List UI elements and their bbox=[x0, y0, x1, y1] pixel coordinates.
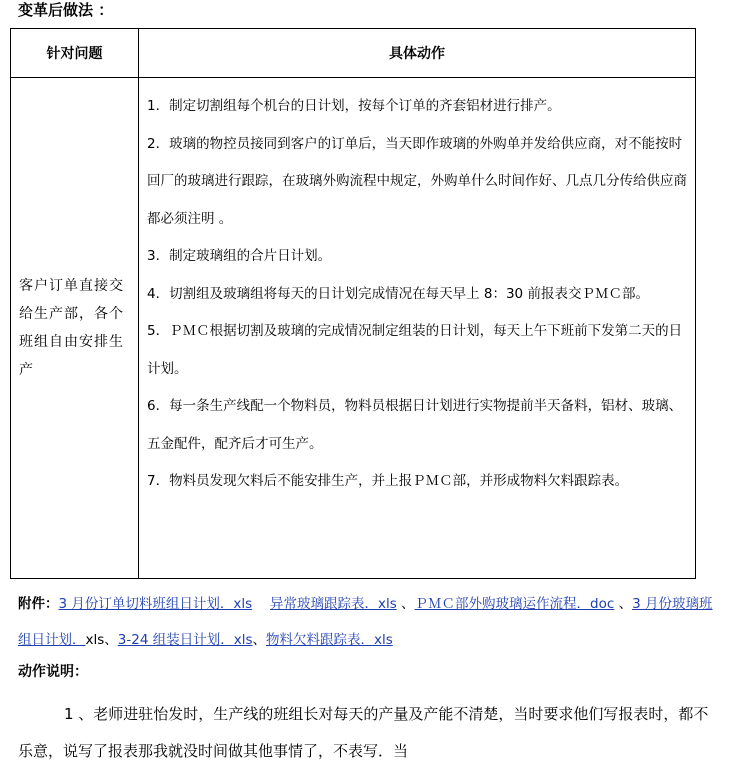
action-note-title: 动作说明： bbox=[18, 664, 88, 680]
measures-table bbox=[10, 28, 696, 579]
action-note-paragraph: 1 、老师进驻怡发时，生产线的班组长对每天的产量及产能不清楚，当时要求他们写报表时，都不乐意，说写了报表那我就没时间做其他事情了，不表写．当 bbox=[18, 705, 709, 760]
action-item-3: 3．制定玻璃组的合片日计划。 bbox=[147, 248, 332, 264]
header-action: 具体动作 bbox=[139, 29, 696, 78]
attachment-separator: 、 bbox=[614, 596, 633, 612]
attachment-link-glass-tracking[interactable]: 异常玻璃跟踪表．xls bbox=[269, 596, 397, 612]
table-row bbox=[11, 78, 696, 579]
action-item-2: 2．玻璃的物控员接同到客户的订单后，当天即作玻璃的外购单并发给供应商，对不能按时回厂的玻璃进行跟踪，在玻璃外购流程中规定，外购单什么时间作好、几点几分传给供应商都必须注明 。 bbox=[147, 135, 687, 227]
action-item-6: 6．每一条生产线配一个物料员，物料员根据日计划进行实物提前半天备料，铝材、玻璃、五金配件，配齐后才可生产。 bbox=[147, 398, 683, 452]
attachment-link-glass-plan-tail: xls、 bbox=[85, 632, 118, 648]
table-header-row bbox=[11, 29, 696, 78]
attachment-separator: 、 bbox=[396, 596, 415, 612]
attachment-link-glass-plan[interactable]: 3 月份玻璃班组日计划． bbox=[18, 596, 713, 648]
action-item-7: 7．物料员发现欠料后不能安排生产，并上报ＰＭＣ部，并形成物料欠料跟踪表。 bbox=[147, 473, 629, 489]
attachment-link-cut-plan[interactable]: 3 月份订单切料班组日计划．xls bbox=[58, 596, 253, 612]
actions-cell bbox=[139, 78, 696, 579]
page-heading: 变革后做法 ： bbox=[18, 1, 114, 19]
action-item-1: 1．制定切割组每个机台的日计划，按每个订单的齐套铝材进行排产。 bbox=[147, 98, 561, 114]
attachment-link-shortage-tracking[interactable]: 物料欠料跟踪表．xls bbox=[266, 632, 393, 648]
attachment-link-pmc-flow[interactable]: ＰＭＣ部外购玻璃运作流程．doc bbox=[414, 596, 615, 612]
attachments-line bbox=[18, 586, 718, 658]
attachment-link-assembly-plan[interactable]: 3-24 组装日计划．xls bbox=[117, 632, 253, 648]
action-item-5: 5．ＰＭＣ根据切割及玻璃的完成情况制定组装的日计划，每天上午下班前下发第二天的日计划。 bbox=[147, 323, 683, 377]
action-item-4: 4．切割组及玻璃组将每天的日计划完成情况在每天早上 8：30 前报表交ＰＭＣ部。 bbox=[147, 285, 649, 302]
issue-cell: 客户订单直接交给生产部，各个班组自由安排生产 bbox=[11, 78, 139, 579]
attachment-separator: 、 bbox=[252, 632, 266, 648]
header-issue: 针对问题 bbox=[11, 29, 139, 78]
attachments-label: 附件： bbox=[18, 596, 59, 612]
